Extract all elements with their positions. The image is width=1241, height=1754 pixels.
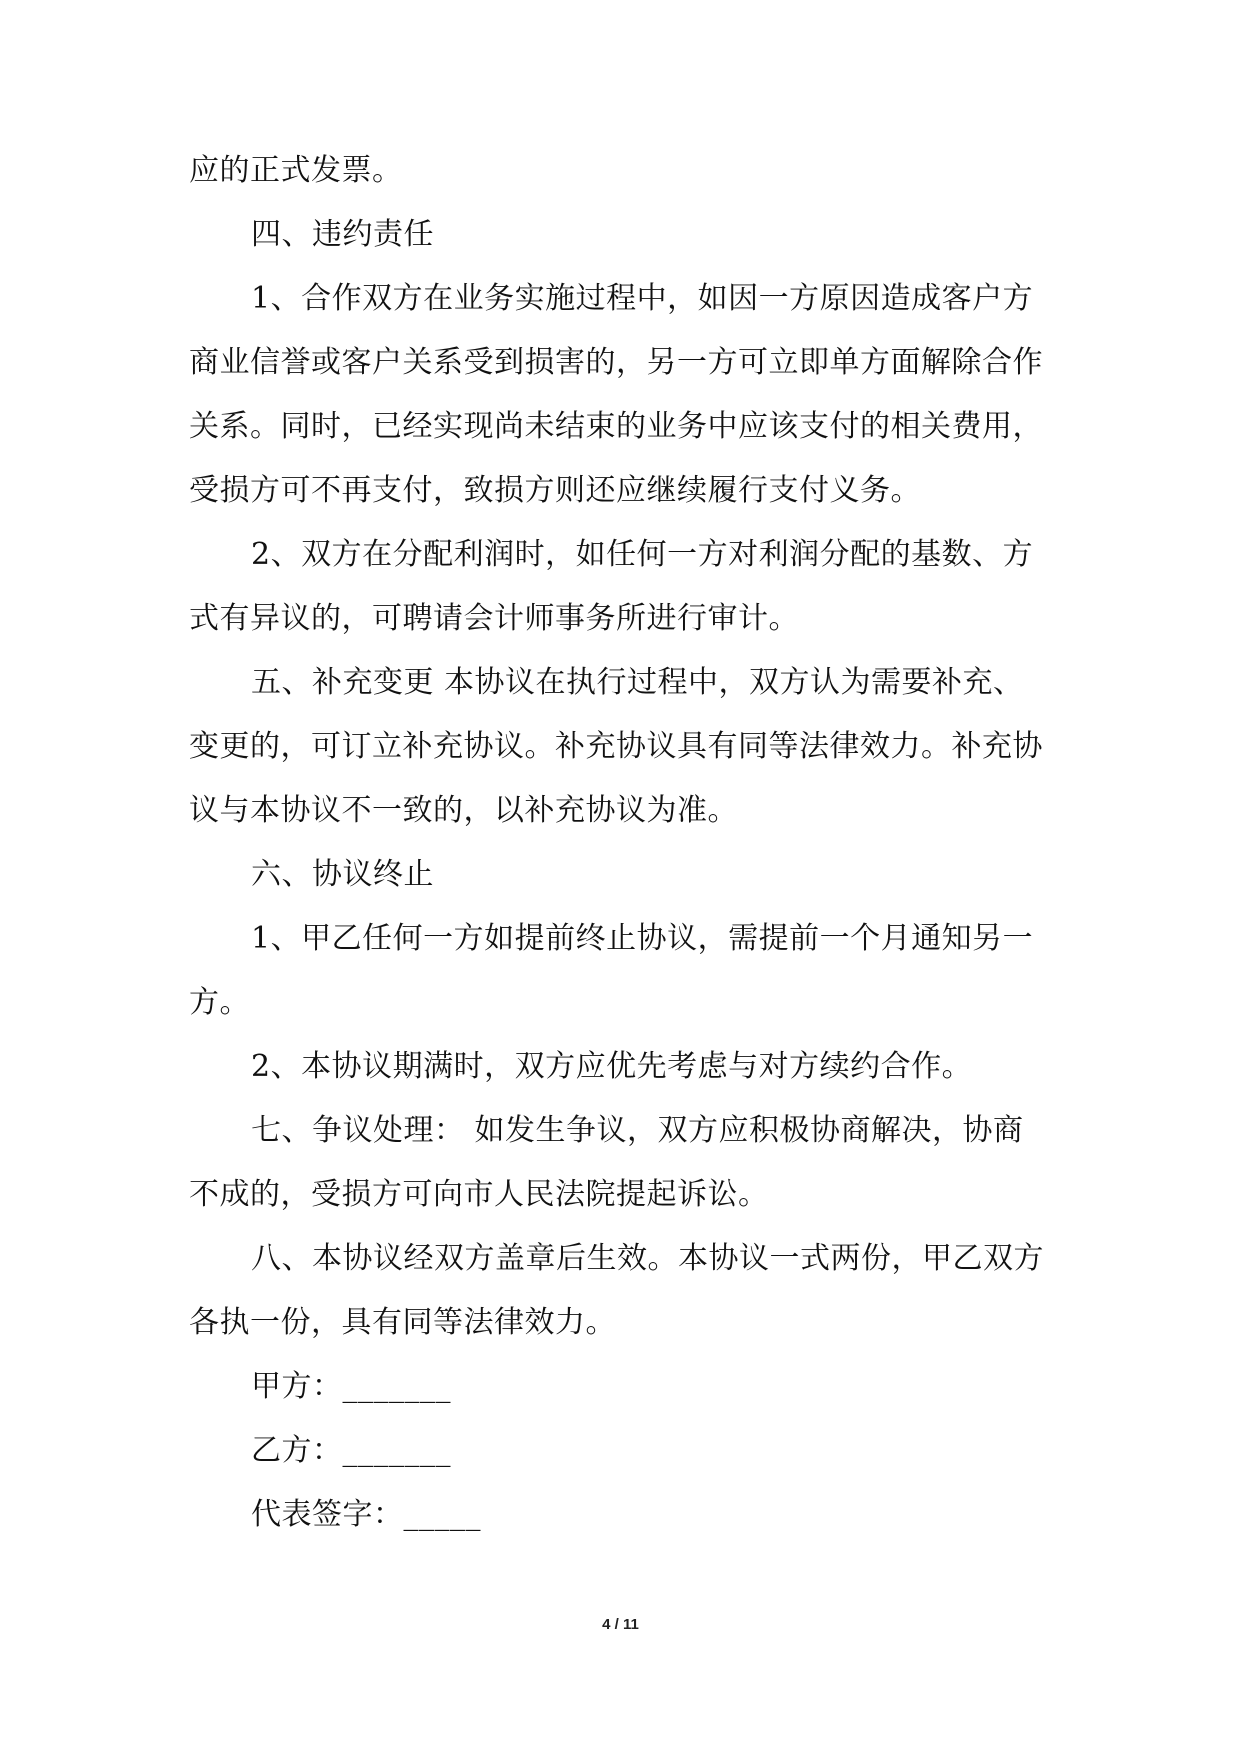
text-line-4: 商业信誉或客户关系受到损害的，另一方可立即单方面解除合作 [189, 345, 1043, 380]
signature-party-a: 甲方：_______ [251, 1369, 451, 1404]
section-heading-supplement: 五、补充变更 本协议在执行过程中，双方认为需要补充、 [251, 665, 1024, 700]
text-line-13: 1、甲乙任何一方如提前终止协议，需提前一个月通知另一 [251, 921, 1034, 956]
section-heading-termination: 六、协议终止 [251, 857, 434, 892]
text-line-7: 2、双方在分配利润时，如任何一方对利润分配的基数、方 [251, 537, 1034, 572]
text-line-1: 应的正式发票。 [189, 153, 403, 188]
text-line-19: 各执一份，具有同等法律效力。 [189, 1305, 616, 1340]
text-line-5: 关系。同时，已经实现尚未结束的业务中应该支付的相关费用， [189, 409, 1043, 444]
text-line-17: 不成的，受损方可向市人民法院提起诉讼。 [189, 1177, 769, 1212]
text-line-14: 方。 [189, 985, 250, 1020]
text-line-10: 变更的，可订立补充协议。补充协议具有同等法律效力。补充协 [189, 729, 1043, 764]
text-line-15: 2、本协议期满时，双方应优先考虑与对方续约合作。 [251, 1049, 973, 1084]
section-heading-breach: 四、违约责任 [251, 217, 434, 252]
text-line-11: 议与本协议不一致的，以补充协议为准。 [189, 793, 738, 828]
signature-representative: 代表签字：_____ [251, 1497, 481, 1532]
signature-party-b: 乙方：_______ [251, 1433, 451, 1468]
text-line-8: 式有异议的，可聘请会计师事务所进行审计。 [189, 601, 799, 636]
section-heading-dispute: 七、争议处理： 如发生争议，双方应积极协商解决，协商 [251, 1113, 1024, 1148]
page-number: 4 / 11 [602, 1616, 639, 1633]
section-heading-effect: 八、本协议经双方盖章后生效。本协议一式两份，甲乙双方 [251, 1241, 1044, 1276]
text-line-6: 受损方可不再支付，致损方则还应继续履行支付义务。 [189, 473, 921, 508]
text-line-3: 1、合作双方在业务实施过程中，如因一方原因造成客户方 [251, 281, 1034, 316]
